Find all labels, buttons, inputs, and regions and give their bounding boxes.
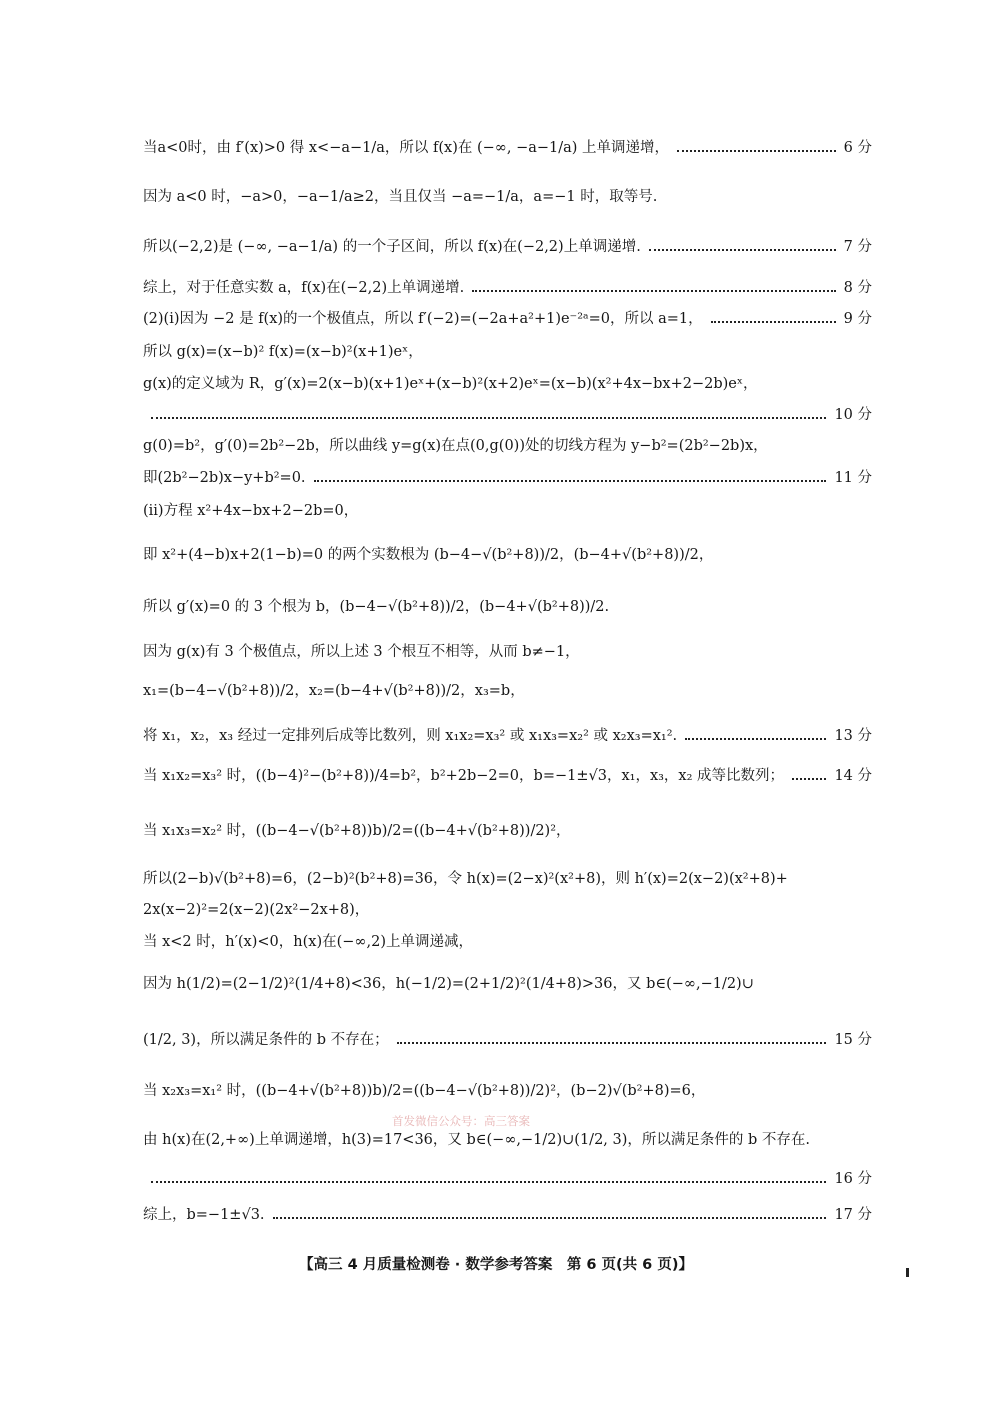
score-label: 14 分 <box>834 768 872 784</box>
line-text: 因为 h(1/2)=(2−1/2)²(1/4+8)<36，h(−1/2)=(2+1/2)²(1/4+8)>36，又 b∈(−∞,−1/2)∪ <box>143 976 754 992</box>
answer-line <box>143 467 872 489</box>
answer-line <box>143 308 872 330</box>
score-label: 17 分 <box>834 1207 872 1223</box>
answer-line <box>143 765 872 787</box>
answer-line <box>143 373 872 395</box>
page-footer: 【高三 4 月质量检测卷 · 数学参考答案 第 6 页(共 6 页)】 <box>299 1257 693 1273</box>
line-text: (1/2, 3)，所以满足条件的 b 不存在； <box>143 1032 389 1048</box>
leader-dots <box>677 150 836 152</box>
answer-line <box>143 1204 872 1226</box>
line-text: 将 x₁，x₂，x₃ 经过一定排列后成等比数列，则 x₁x₂=x₃² 或 x₁x₃=x₂² 或 x₂x₃=x₁². <box>143 728 678 744</box>
answer-line <box>143 596 872 618</box>
answer-line <box>143 1029 872 1051</box>
answer-line <box>143 868 872 890</box>
answer-line <box>143 137 872 159</box>
answer-line <box>143 1129 872 1151</box>
leader-dots <box>472 290 835 292</box>
line-text: 由 h(x)在(2,+∞)上单调递增，h(3)=17<36，又 b∈(−∞,−1/2)∪(1/2, 3)，所以满足条件的 b 不存在. <box>143 1132 811 1148</box>
leader-dots <box>792 778 826 780</box>
leader-dots <box>151 417 826 419</box>
line-text: g(0)=b²，g′(0)=2b²−2b，所以曲线 y=g(x)在点(0,g(0))处的切线方程为 y−b²=(2b²−2b)x， <box>143 438 768 454</box>
score-label: 7 分 <box>843 239 872 255</box>
answer-line <box>143 820 872 842</box>
answer-line <box>143 500 872 522</box>
answer-line <box>143 973 872 995</box>
score-label: 10 分 <box>834 407 872 423</box>
line-text: 所以(2−b)√(b²+8)=6，(2−b)²(b²+8)=36，令 h(x)=(2−x)²(x²+8)，则 h′(x)=2(x−2)(x²+8)+ <box>143 871 788 887</box>
line-text: 综上，对于任意实数 a，f(x)在(−2,2)上单调递增. <box>143 280 465 296</box>
answer-line <box>143 544 872 566</box>
leader-dots <box>151 1181 826 1183</box>
score-label: 13 分 <box>834 728 872 744</box>
line-text: 所以 g(x)=(x−b)² f(x)=(x−b)²(x+1)eˣ， <box>143 344 423 360</box>
leader-dots <box>711 321 836 323</box>
line-text: 当 x<2 时，h′(x)<0，h(x)在(−∞,2)上单调递减， <box>143 934 473 950</box>
line-text: x₁=(b−4−√(b²+8))/2，x₂=(b−4+√(b²+8))/2，x₃=b， <box>143 683 525 699</box>
line-text: 即 x²+(4−b)x+2(1−b)=0 的两个实数根为 (b−4−√(b²+8))/2，(b−4+√(b²+8))/2， <box>143 547 714 563</box>
line-text: 当 x₁x₃=x₂² 时，((b−4−√(b²+8))b)/2=((b−4+√(b²+8))/2)²， <box>143 823 571 839</box>
leader-dots <box>649 249 836 251</box>
answer-line <box>143 277 872 299</box>
line-text: 即(2b²−2b)x−y+b²=0. <box>143 470 306 486</box>
answer-line <box>143 435 872 457</box>
score-label: 15 分 <box>834 1032 872 1048</box>
leader-dots <box>273 1217 827 1219</box>
answer-line <box>143 236 872 258</box>
line-text: 2x(x−2)²=2(x−2)(2x²−2x+8)， <box>143 902 370 918</box>
answer-line <box>143 899 872 921</box>
score-label: 16 分 <box>834 1171 872 1187</box>
answer-line <box>143 1168 872 1190</box>
score-label: 9 分 <box>843 311 872 327</box>
answer-line <box>143 186 872 208</box>
line-text: 当a<0时，由 f′(x)>0 得 x<−a−1/a，所以 f(x)在 (−∞, −a−1/a) 上单调递增， <box>143 140 670 156</box>
answer-line <box>143 404 872 426</box>
answer-line <box>143 1080 872 1102</box>
answer-line <box>143 931 872 953</box>
scan-mark <box>906 1268 909 1277</box>
watermark: 首发微信公众号：高三答案 <box>392 1114 530 1128</box>
answer-line <box>143 725 872 747</box>
score-label: 6 分 <box>843 140 872 156</box>
line-text: 当 x₁x₂=x₃² 时，((b−4)²−(b²+8))/4=b²，b²+2b−2=0，b=−1±√3，x₁，x₃，x₂ 成等比数列； <box>143 768 785 784</box>
line-text: 综上，b=−1±√3. <box>143 1207 265 1223</box>
line-text: g(x)的定义域为 R，g′(x)=2(x−b)(x+1)eˣ+(x−b)²(x+2)eˣ=(x−b)(x²+4x−bx+2−2b)eˣ， <box>143 376 758 392</box>
score-label: 11 分 <box>834 470 872 486</box>
line-text: (2)(ⅰ)因为 −2 是 f(x)的一个极值点，所以 f′(−2)=(−2a+a²+1)e⁻²ᵃ=0，所以 a=1， <box>143 311 703 327</box>
line-text: (ⅱ)方程 x²+4x−bx+2−2b=0， <box>143 503 359 519</box>
line-text: 当 x₂x₃=x₁² 时，((b−4+√(b²+8))b)/2=((b−4−√(b²+8))/2)²，(b−2)√(b²+8)=6， <box>143 1083 706 1099</box>
line-text: 所以(−2,2)是 (−∞, −a−1/a) 的一个子区间，所以 f(x)在(−2,2)上单调递增. <box>143 239 641 255</box>
answer-line <box>143 680 872 702</box>
line-text: 因为 a<0 时，−a>0，−a−1/a≥2，当且仅当 −a=−1/a，a=−1 时，取等号. <box>143 189 658 205</box>
line-text: 因为 g(x)有 3 个极值点，所以上述 3 个根互不相等，从而 b≠−1， <box>143 644 580 660</box>
score-label: 8 分 <box>843 280 872 296</box>
leader-dots <box>397 1042 827 1044</box>
leader-dots <box>314 480 827 482</box>
answer-line <box>143 341 872 363</box>
answer-line <box>143 641 872 663</box>
line-text: 所以 g′(x)=0 的 3 个根为 b，(b−4−√(b²+8))/2，(b−4+√(b²+8))/2. <box>143 599 610 615</box>
leader-dots <box>685 738 826 740</box>
